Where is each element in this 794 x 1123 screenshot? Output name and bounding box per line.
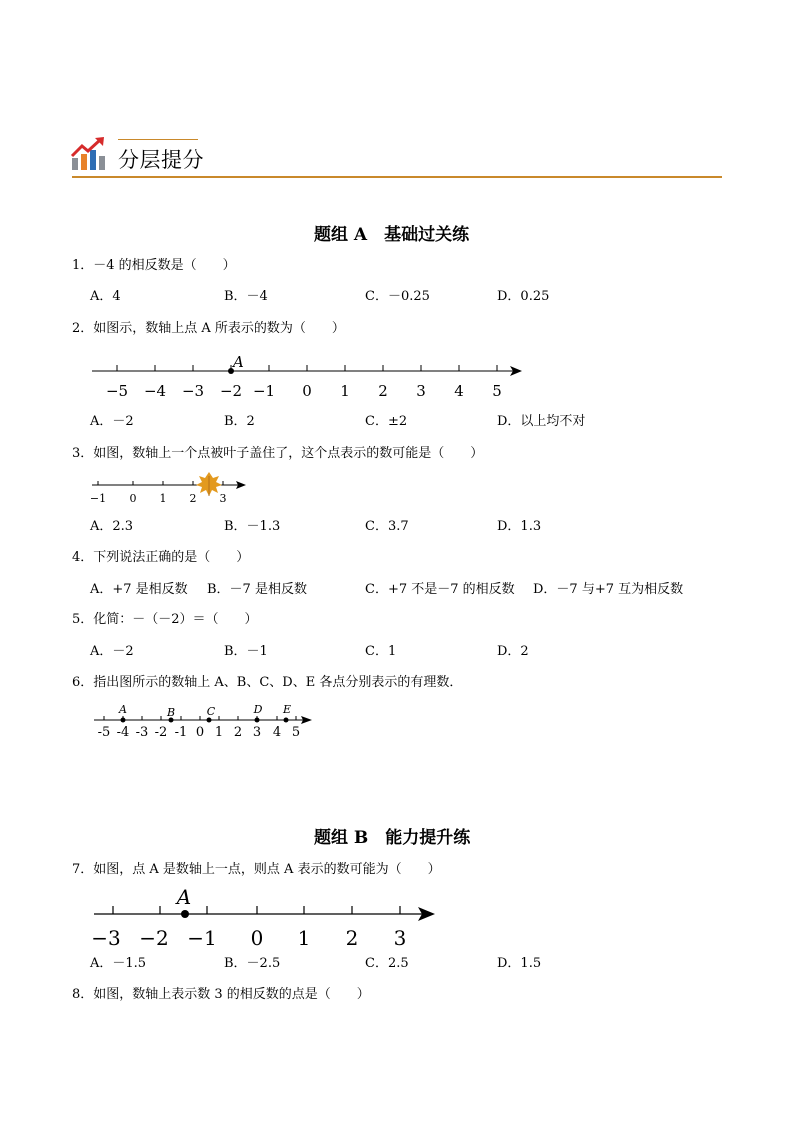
question-3: 3．如图，数轴上一个点被叶子盖住了，这个点表示的数可能是（ ） [72,446,484,461]
header-top-line [118,139,198,140]
q2-tick-label: 2 [378,382,388,400]
q6-tick-label: -1 [174,725,188,740]
q7-tick-label: −1 [187,926,217,950]
q5-option-b: B．－1 [224,644,268,659]
q2-tick-label: −5 [105,382,129,400]
q6-tick-label: 3 [252,725,262,740]
q2-tick-label: −4 [143,382,167,400]
q7-tick-label: 2 [345,926,359,950]
q2-tick-label: −2 [219,382,243,400]
question-4: 4．下列说法正确的是（ ） [72,550,250,565]
question-5: 5．化简：－（－2）＝（ ） [72,612,258,627]
q1-option-a: A．4 [90,289,121,304]
q1-option-b: B．－4 [224,289,268,304]
q7-tick-label: 0 [250,926,264,950]
q6-point-label: A [119,703,127,716]
q3-number-line [88,470,252,506]
q7-option-b: B．－2.5 [224,956,281,971]
q6-tick-label: 2 [233,725,243,740]
q4-option-b: B．－7 是相反数 [207,582,307,597]
q1-option-d: D．0.25 [497,289,550,304]
q2-option-b: B．2 [224,414,255,429]
q6-point-d [255,718,260,723]
q5-option-c: C．1 [365,644,397,659]
q2-tick-label: −3 [181,382,205,400]
q3-option-b: B．－1.3 [224,519,281,534]
question-6: 6．指出图所示的数轴上 A、B、C、D、E 各点分别表示的有理数． [72,675,463,690]
q7-tick-label: 3 [393,926,407,950]
q6-point-label: E [282,703,292,716]
q7-point-a [181,910,189,918]
q6-point-label: D [253,703,263,716]
q6-tick-label: -4 [116,725,130,740]
q6-tick-label: 0 [195,725,205,740]
q2-tick-label: −1 [252,382,276,400]
q3-tick-label: 1 [159,492,167,505]
q3-tick-label: −1 [89,492,107,505]
group-b-title: 题组 B 能力提升练 [314,828,471,848]
q2-tick-label: 3 [416,382,426,400]
q4-option-c: C．+7 不是－7 的相反数 [365,582,515,597]
question-8: 8．如图，数轴上表示数 3 的相反数的点是（ ） [72,987,370,1002]
header-rule [72,176,722,178]
q6-point-label: C [206,705,216,718]
q1-option-c: C．－0.25 [365,289,430,304]
q6-tick-label: 4 [272,725,282,740]
q3-option-a: A．2.3 [90,519,134,534]
question-7: 7．如图，点 A 是数轴上一点，则点 A 表示的数可能为（ ） [72,862,441,877]
q2-tick-label: 1 [340,382,350,400]
q5-option-a: A．－2 [90,644,134,659]
q2-option-a: A．－2 [90,414,134,429]
q3-tick-label: 3 [219,492,227,505]
q2-option-d: D．以上均不对 [497,414,586,429]
q7-option-a: A．－1.5 [90,956,147,971]
q7-tick-label: 1 [297,926,311,950]
question-2: 2．如图示，数轴上点 A 所表示的数为（ ） [72,321,345,336]
q6-tick-label: 5 [291,725,301,740]
q2-point-label: A [233,353,244,371]
q6-point-e [284,718,289,723]
q6-tick-label: 1 [214,725,224,740]
q7-number-line [88,884,440,952]
q2-number-line [88,352,528,400]
section-title: 分层提分 [118,148,204,172]
q2-tick-label: 5 [492,382,502,400]
leaf-icon [196,472,222,496]
q6-point-label: B [166,706,176,719]
q5-option-d: D．2 [497,644,529,659]
q2-option-c: C．±2 [365,414,408,429]
q3-tick-label: 0 [129,492,137,505]
q7-tick-label: −3 [91,926,121,950]
q3-tick-label: 2 [189,492,197,505]
group-a-title: 题组 A 基础过关练 [314,225,470,245]
q6-tick-label: -5 [97,725,111,740]
q7-option-c: C．2.5 [365,956,409,971]
q3-option-c: C．3.7 [365,519,409,534]
q7-point-label: A [176,885,192,909]
q6-tick-label: -2 [154,725,168,740]
q2-tick-label: 0 [302,382,312,400]
q4-option-a: A．+7 是相反数 [90,582,188,597]
q7-option-d: D．1.5 [497,956,542,971]
q6-point-c [207,718,212,723]
q6-point-a [121,718,126,723]
q3-option-d: D．1.3 [497,519,542,534]
q6-number-line [90,700,316,742]
question-1: 1．－4 的相反数是（ ） [72,258,236,273]
q6-tick-label: -3 [135,725,149,740]
q4-option-d: D．－7 与+7 互为相反数 [533,582,684,597]
q2-tick-label: 4 [454,382,464,400]
q7-tick-label: −2 [139,926,169,950]
chart-growth-icon [70,136,108,172]
